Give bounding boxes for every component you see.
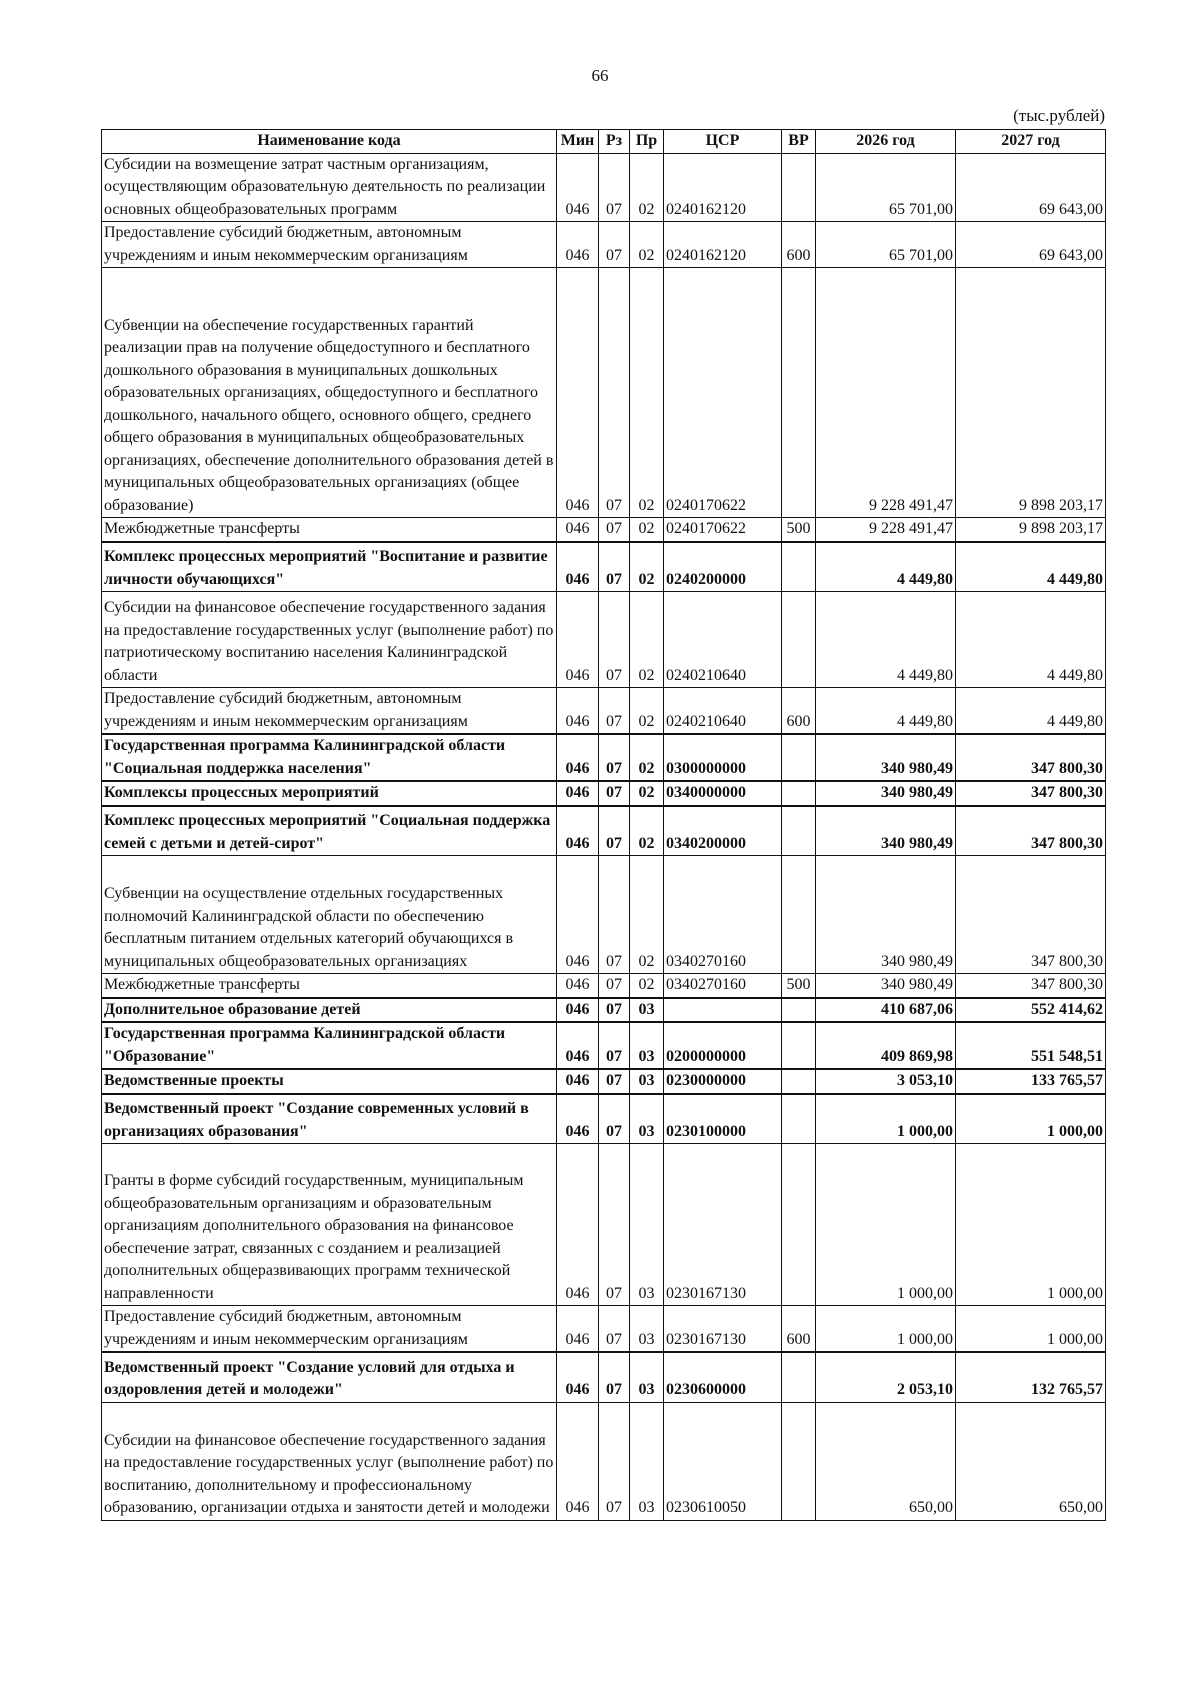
header-name: Наименование кода (102, 130, 557, 154)
row-pr: 02 (630, 518, 664, 542)
row-2027: 1 000,00 (956, 1306, 1106, 1353)
row-2026: 9 228 491,47 (816, 268, 956, 518)
row-rz: 07 (599, 1144, 630, 1306)
row-rz: 07 (599, 1022, 630, 1069)
row-rz: 07 (599, 268, 630, 518)
row-vr (782, 1352, 816, 1402)
row-2026: 65 701,00 (816, 153, 956, 222)
table-row (102, 1069, 1106, 1094)
row-vr (782, 1144, 816, 1306)
row-vr (782, 1402, 816, 1520)
row-name: Предоставление субсидий бюджетным, автономным учреждениям и иным некоммерческим организациям (102, 222, 557, 268)
row-vr (782, 153, 816, 222)
row-csr (664, 998, 782, 1023)
row-vr (782, 542, 816, 592)
row-2027: 347 800,30 (956, 974, 1106, 998)
row-2027: 552 414,62 (956, 998, 1106, 1023)
row-name: Ведомственный проект "Создание современных условий в организациях образования" (102, 1094, 557, 1144)
header-min: Мин (557, 130, 599, 154)
units-note: (тыс.рублей) (1013, 106, 1105, 125)
header-csr: ЦСР (664, 130, 782, 154)
row-pr: 03 (630, 1352, 664, 1402)
table-row (102, 1402, 1106, 1520)
row-csr: 0230167130 (664, 1306, 782, 1353)
row-2027: 4 449,80 (956, 542, 1106, 592)
row-2027: 347 800,30 (956, 734, 1106, 781)
row-vr (782, 806, 816, 856)
row-2027: 4 449,80 (956, 688, 1106, 735)
row-2026: 340 980,49 (816, 806, 956, 856)
row-pr: 02 (630, 974, 664, 998)
row-pr: 02 (630, 153, 664, 222)
row-2027: 69 643,00 (956, 222, 1106, 268)
row-csr: 0240162120 (664, 222, 782, 268)
row-min: 046 (557, 592, 599, 688)
row-name: Комплексы процессных мероприятий (102, 781, 557, 806)
row-2026: 3 053,10 (816, 1069, 956, 1094)
row-rz: 07 (599, 974, 630, 998)
row-name: Государственная программа Калининградской области "Образование" (102, 1022, 557, 1069)
row-vr (782, 781, 816, 806)
row-name: Ведомственные проекты (102, 1069, 557, 1094)
row-pr: 02 (630, 542, 664, 592)
row-2027: 347 800,30 (956, 856, 1106, 974)
table-row (102, 592, 1106, 688)
row-2027: 347 800,30 (956, 781, 1106, 806)
row-2027: 1 000,00 (956, 1144, 1106, 1306)
row-pr: 03 (630, 1069, 664, 1094)
row-2026: 1 000,00 (816, 1306, 956, 1353)
row-csr: 0240162120 (664, 153, 782, 222)
row-min: 046 (557, 1069, 599, 1094)
row-min: 046 (557, 542, 599, 592)
row-csr: 0240210640 (664, 592, 782, 688)
row-vr: 600 (782, 222, 816, 268)
row-2027: 4 449,80 (956, 592, 1106, 688)
row-csr: 0240170622 (664, 518, 782, 542)
header-pr: Пр (630, 130, 664, 154)
row-vr (782, 998, 816, 1023)
row-name: Гранты в форме субсидий государственным, муниципальным общеобразовательным организациям и образовательным организациям дополнительного образования на финансовое обеспечение затрат, связанных с созданием и реализацией дополнительных общеразвивающих программ технической направленности (102, 1144, 557, 1306)
row-vr (782, 592, 816, 688)
table-row (102, 1022, 1106, 1069)
row-csr: 0340270160 (664, 856, 782, 974)
row-min: 046 (557, 268, 599, 518)
row-rz: 07 (599, 153, 630, 222)
page-number: 66 (591, 66, 609, 85)
row-rz: 07 (599, 1402, 630, 1520)
header-2027: 2027 год (956, 130, 1106, 154)
row-min: 046 (557, 998, 599, 1023)
row-min: 046 (557, 222, 599, 268)
row-pr: 02 (630, 222, 664, 268)
row-csr: 0240210640 (664, 688, 782, 735)
row-rz: 07 (599, 1069, 630, 1094)
row-pr: 02 (630, 856, 664, 974)
row-2026: 65 701,00 (816, 222, 956, 268)
row-pr: 02 (630, 688, 664, 735)
row-csr: 0240200000 (664, 542, 782, 592)
table-row (102, 806, 1106, 856)
row-2027: 347 800,30 (956, 806, 1106, 856)
budget-table (101, 129, 1106, 1521)
row-min: 046 (557, 153, 599, 222)
row-2027: 132 765,57 (956, 1352, 1106, 1402)
table-row (102, 153, 1106, 222)
row-2027: 133 765,57 (956, 1069, 1106, 1094)
row-pr: 02 (630, 781, 664, 806)
table-row (102, 974, 1106, 998)
row-pr: 03 (630, 1144, 664, 1306)
row-2026: 340 980,49 (816, 781, 956, 806)
row-2026: 340 980,49 (816, 974, 956, 998)
row-min: 046 (557, 1144, 599, 1306)
row-2027: 9 898 203,17 (956, 268, 1106, 518)
row-vr: 500 (782, 518, 816, 542)
row-csr: 0230000000 (664, 1069, 782, 1094)
row-min: 046 (557, 688, 599, 735)
row-name: Субсидии на финансовое обеспечение государственного задания на предоставление государственных услуг (выполнение работ) по патриотическому воспитанию населения Калининградской области (102, 592, 557, 688)
row-csr: 0340270160 (664, 974, 782, 998)
row-min: 046 (557, 1094, 599, 1144)
row-2026: 4 449,80 (816, 592, 956, 688)
row-2027: 1 000,00 (956, 1094, 1106, 1144)
row-2026: 1 000,00 (816, 1094, 956, 1144)
row-rz: 07 (599, 806, 630, 856)
row-pr: 03 (630, 1094, 664, 1144)
row-2027: 650,00 (956, 1402, 1106, 1520)
row-name: Межбюджетные трансферты (102, 974, 557, 998)
row-name: Государственная программа Калининградской области "Социальная поддержка населения" (102, 734, 557, 781)
row-pr: 02 (630, 268, 664, 518)
row-2026: 340 980,49 (816, 856, 956, 974)
row-rz: 07 (599, 688, 630, 735)
row-2027: 69 643,00 (956, 153, 1106, 222)
row-csr: 0230600000 (664, 1352, 782, 1402)
row-2026: 4 449,80 (816, 542, 956, 592)
row-min: 046 (557, 1306, 599, 1353)
row-name: Межбюджетные трансферты (102, 518, 557, 542)
row-2026: 4 449,80 (816, 688, 956, 735)
row-2027: 9 898 203,17 (956, 518, 1106, 542)
row-name: Субвенции на обеспечение государственных гарантий реализации прав на получение общедоступного и бесплатного дошкольного образования в муниципальных дошкольных образовательных организациях, общедоступного и бесплатного дошкольного, начального общего, основного общего, среднего общего образования в муниципальных общеобразовательных организациях, обеспечение дополнительного образования детей в муниципальных общеобразовательных организациях (общее образование) (102, 268, 557, 518)
row-2026: 650,00 (816, 1402, 956, 1520)
table-row (102, 268, 1106, 518)
row-rz: 07 (599, 222, 630, 268)
row-name: Комплекс процессных мероприятий "Воспитание и развитие личности обучающихся" (102, 542, 557, 592)
table-header-row (102, 130, 1106, 154)
table-row (102, 688, 1106, 735)
row-csr: 0340000000 (664, 781, 782, 806)
row-min: 046 (557, 806, 599, 856)
row-vr (782, 1094, 816, 1144)
row-pr: 03 (630, 1022, 664, 1069)
row-csr: 0230610050 (664, 1402, 782, 1520)
row-2026: 1 000,00 (816, 1144, 956, 1306)
row-min: 046 (557, 781, 599, 806)
row-rz: 07 (599, 1352, 630, 1402)
row-csr: 0240170622 (664, 268, 782, 518)
table-row (102, 518, 1106, 542)
row-vr (782, 734, 816, 781)
row-name: Субсидии на финансовое обеспечение государственного задания на предоставление государственных услуг (выполнение работ) по воспитанию, дополнительному и профессиональному образованию, организации отдыха и занятости детей и молодежи (102, 1402, 557, 1520)
row-min: 046 (557, 856, 599, 974)
row-vr (782, 1069, 816, 1094)
row-csr: 0300000000 (664, 734, 782, 781)
row-min: 046 (557, 1022, 599, 1069)
row-pr: 02 (630, 734, 664, 781)
row-vr (782, 268, 816, 518)
header-2026: 2026 год (816, 130, 956, 154)
table-row (102, 1144, 1106, 1306)
row-2026: 9 228 491,47 (816, 518, 956, 542)
row-2026: 410 687,06 (816, 998, 956, 1023)
row-name: Комплекс процессных мероприятий "Социальная поддержка семей с детьми и детей-сирот" (102, 806, 557, 856)
row-name: Дополнительное образование детей (102, 998, 557, 1023)
row-rz: 07 (599, 856, 630, 974)
table-row (102, 1306, 1106, 1353)
row-csr: 0230100000 (664, 1094, 782, 1144)
row-pr: 03 (630, 1402, 664, 1520)
row-min: 046 (557, 1352, 599, 1402)
row-vr: 600 (782, 1306, 816, 1353)
row-2026: 340 980,49 (816, 734, 956, 781)
row-2026: 2 053,10 (816, 1352, 956, 1402)
table-row (102, 1094, 1106, 1144)
row-pr: 02 (630, 592, 664, 688)
table-row (102, 542, 1106, 592)
row-rz: 07 (599, 542, 630, 592)
row-rz: 07 (599, 1094, 630, 1144)
row-min: 046 (557, 974, 599, 998)
header-vr: ВР (782, 130, 816, 154)
row-min: 046 (557, 734, 599, 781)
table-row (102, 222, 1106, 268)
row-name: Предоставление субсидий бюджетным, автономным учреждениям и иным некоммерческим организациям (102, 1306, 557, 1353)
row-rz: 07 (599, 1306, 630, 1353)
row-2026: 409 869,98 (816, 1022, 956, 1069)
table-row (102, 998, 1106, 1023)
row-vr (782, 856, 816, 974)
row-csr: 0340200000 (664, 806, 782, 856)
table-row (102, 1352, 1106, 1402)
row-rz: 07 (599, 518, 630, 542)
header-rz: Рз (599, 130, 630, 154)
row-min: 046 (557, 518, 599, 542)
table-row (102, 856, 1106, 974)
row-name: Субсидии на возмещение затрат частным организациям, осуществляющим образовательную деятельность по реализации основных общеобразовательных программ (102, 153, 557, 222)
row-vr: 500 (782, 974, 816, 998)
row-rz: 07 (599, 781, 630, 806)
row-rz: 07 (599, 592, 630, 688)
table-row (102, 734, 1106, 781)
row-csr: 0230167130 (664, 1144, 782, 1306)
row-name: Ведомственный проект "Создание условий для отдыха и оздоровления детей и молодежи" (102, 1352, 557, 1402)
row-min: 046 (557, 1402, 599, 1520)
row-pr: 03 (630, 1306, 664, 1353)
row-name: Субвенции на осуществление отдельных государственных полномочий Калининградской области по обеспечению бесплатным питанием отдельных категорий обучающихся в муниципальных общеобразовательных организациях (102, 856, 557, 974)
row-name: Предоставление субсидий бюджетным, автономным учреждениям и иным некоммерческим организациям (102, 688, 557, 735)
row-rz: 07 (599, 998, 630, 1023)
row-rz: 07 (599, 734, 630, 781)
row-vr (782, 1022, 816, 1069)
row-pr: 03 (630, 998, 664, 1023)
row-2027: 551 548,51 (956, 1022, 1106, 1069)
row-pr: 02 (630, 806, 664, 856)
row-vr: 600 (782, 688, 816, 735)
row-csr: 0200000000 (664, 1022, 782, 1069)
table-row (102, 781, 1106, 806)
